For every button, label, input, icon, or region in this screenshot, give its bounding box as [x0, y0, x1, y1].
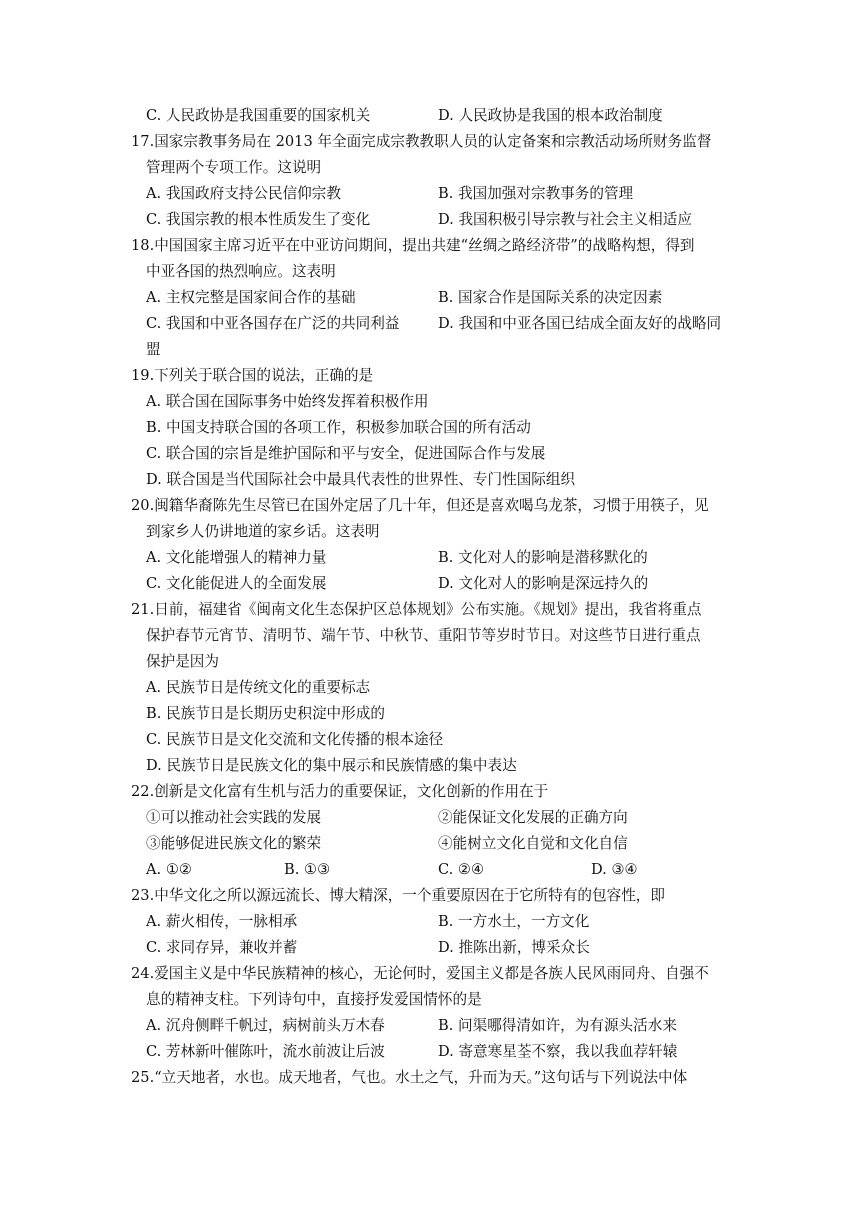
q19-option-b: B. 中国支持联合国的各项工作，积极参加联合国的所有活动: [146, 419, 531, 436]
q22-option-a: A. ①②: [146, 861, 192, 878]
q25-stem-line1: 25.“立天地者，水也。成天地者，气也。水土之气，升而为天。”这句话与下列说法中体: [131, 1069, 688, 1086]
q21-stem-line1: 21.日前，福建省《闽南文化生态保护区总体规划》公布实施。《规划》提出，我省将重点: [131, 601, 702, 618]
q18-option-d-wrap: 盟: [146, 341, 161, 358]
q19-option-d: D. 联合国是当代国际社会中最具代表性的世界性、专门性国际组织: [146, 471, 576, 488]
q22-option-b: B. ①③: [284, 861, 331, 878]
q19-stem: 19.下列关于联合国的说法，正确的是: [131, 367, 374, 384]
q22-item-3: ③能够促进民族文化的繁荣: [146, 835, 322, 852]
q23-option-d: D. 推陈出新，博采众长: [438, 939, 590, 956]
q17-stem-line1: 17.国家宗教事务局在 2013 年全面完成宗教教职人员的认定备案和宗教活动场所财务监督: [131, 133, 712, 150]
q17-option-c: C. 我国宗教的根本性质发生了变化: [146, 211, 371, 228]
q19-option-c: C. 联合国的宗旨是维护国际和平与安全，促进国际合作与发展: [146, 445, 546, 462]
q24-option-a: A. 沉舟侧畔千帆过，病树前头万木春: [146, 1017, 385, 1034]
q17-option-a: A. 我国政府支持公民信仰宗教: [146, 185, 341, 202]
q16-option-c: C. 人民政协是我国重要的国家机关: [146, 107, 371, 124]
q22-item-1: ①可以推动社会实践的发展: [146, 809, 322, 826]
q24-stem-line2: 息的精神支柱。下列诗句中，直接抒发爱国情怀的是: [146, 991, 482, 1008]
q19-option-a: A. 联合国在国际事务中始终发挥着积极作用: [146, 393, 429, 410]
q20-option-b: B. 文化对人的影响是潜移默化的: [438, 549, 648, 566]
q21-option-b: B. 民族节日是长期历史积淀中形成的: [146, 705, 385, 722]
q21-stem-line3: 保护是因为: [146, 653, 219, 670]
q23-option-a: A. 薪火相传，一脉相承: [146, 913, 298, 930]
q20-stem-line1: 20.闽籍华裔陈先生尽管已在国外定居了几十年，但还是喜欢喝乌龙茶，习惯于用筷子，见: [131, 497, 709, 514]
q24-stem-line1: 24.爱国主义是中华民族精神的核心，无论何时，爱国主义都是各族人民风雨同舟、自强不: [131, 965, 709, 982]
q22-option-c: C. ②④: [438, 861, 485, 878]
q20-stem-line2: 到家乡人仍讲地道的家乡话。这表明: [146, 523, 380, 540]
q24-option-d: D. 寄意寒星荃不察，我以我血荐轩辕: [438, 1043, 678, 1060]
q17-stem-line2: 管理两个专项工作。这说明: [146, 159, 322, 176]
q16-option-d: D. 人民政协是我国的根本政治制度: [438, 107, 663, 124]
q22-stem: 22.创新是文化富有生机与活力的重要保证，文化创新的作用在于: [131, 783, 549, 800]
q24-option-c: C. 芳林新叶催陈叶，流水前波让后波: [146, 1043, 385, 1060]
q21-option-c: C. 民族节日是文化交流和文化传播的根本途径: [146, 731, 444, 748]
q20-option-d: D. 文化对人的影响是深远持久的: [438, 575, 649, 592]
q20-option-c: C. 文化能促进人的全面发展: [146, 575, 327, 592]
q21-stem-line2: 保护春节元宵节、清明节、端午节、中秋节、重阳节等岁时节日。对这些节日进行重点: [146, 627, 701, 644]
q24-option-b: B. 问渠哪得清如许，为有源头活水来: [438, 1017, 677, 1034]
q22-item-4: ④能树立文化自觉和文化自信: [438, 835, 628, 852]
q20-option-a: A. 文化能增强人的精神力量: [146, 549, 327, 566]
q23-option-c: C. 求同存异，兼收并蓄: [146, 939, 298, 956]
q21-option-d: D. 民族节日是民族文化的集中展示和民族情感的集中表达: [146, 757, 517, 774]
q18-option-a: A. 主权完整是国家间合作的基础: [146, 289, 356, 306]
q18-option-c: C. 我国和中亚各国存在广泛的共同利益: [146, 315, 400, 332]
q17-option-d: D. 我国积极引导宗教与社会主义相适应: [438, 211, 692, 228]
q22-option-d: D. ③④: [591, 861, 638, 878]
q18-stem-line2: 中亚各国的热烈响应。这表明: [146, 263, 336, 280]
q21-option-a: A. 民族节日是传统文化的重要标志: [146, 679, 371, 696]
q17-option-b: B. 我国加强对宗教事务的管理: [438, 185, 634, 202]
q23-option-b: B. 一方水土，一方文化: [438, 913, 590, 930]
q18-option-b: B. 国家合作是国际关系的决定因素: [438, 289, 663, 306]
q18-option-d: D. 我国和中亚各国已结成全面友好的战略同: [438, 315, 722, 332]
q18-stem-line1: 18.中国国家主席习近平在中亚访问期间，提出共建“丝绸之路经济带”的战略构想，得到: [131, 237, 695, 254]
q22-item-2: ②能保证文化发展的正确方向: [438, 809, 628, 826]
q23-stem: 23.中华文化之所以源远流长、博大精深，一个重要原因在于它所特有的包容性，即: [131, 887, 665, 904]
